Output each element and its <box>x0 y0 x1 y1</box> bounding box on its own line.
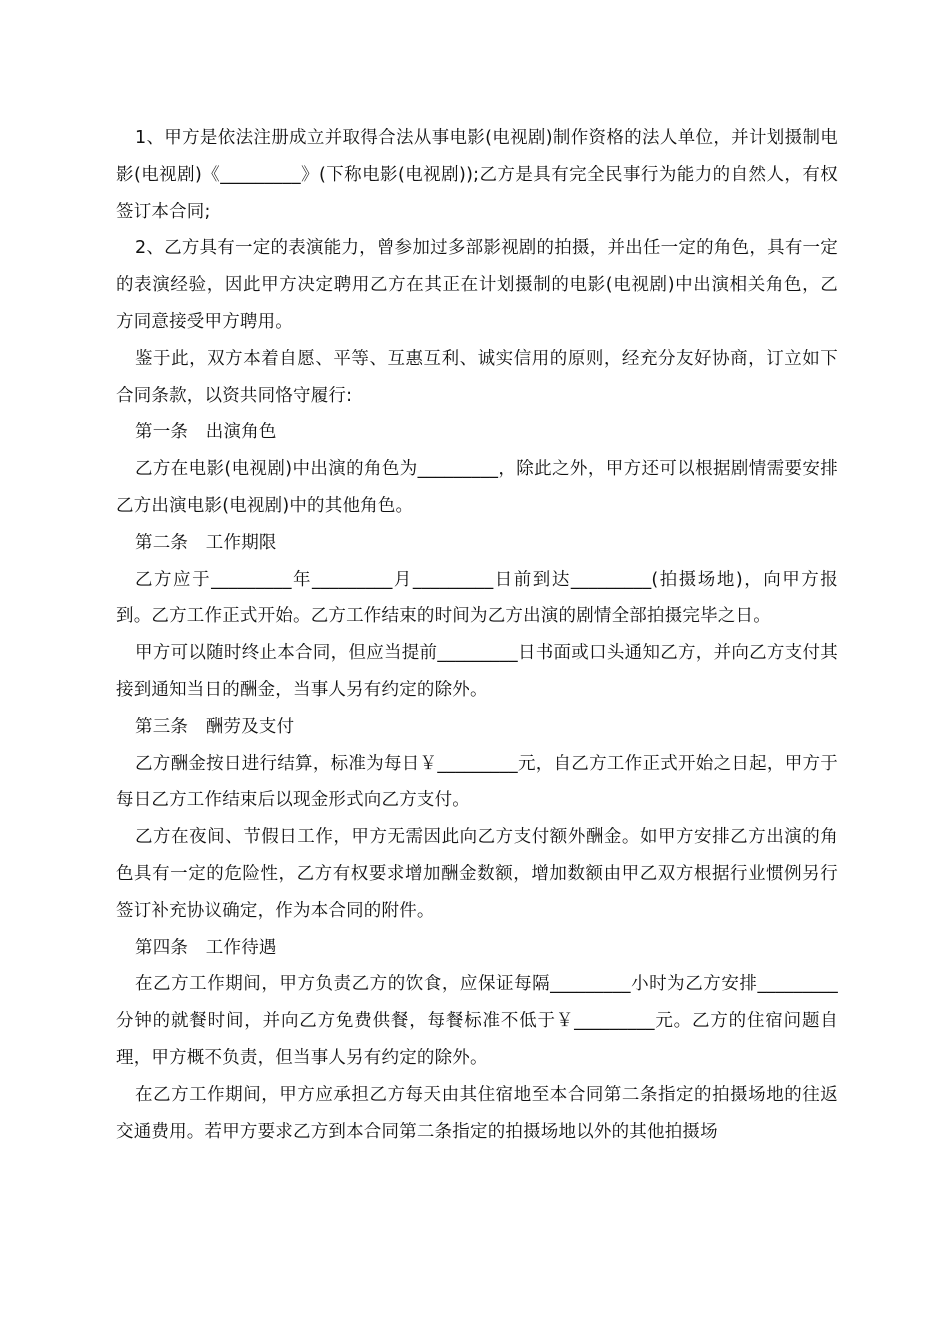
article-4-paragraph-2: 在乙方工作期间，甲方应承担乙方每天由其住宿地至本合同第二条指定的拍摄场地的往返交通费用。若甲方要求乙方到本合同第二条指定的拍摄场地以外的其他拍摄场 <box>116 1084 838 1142</box>
article-2-heading: 第二条 工作期限 <box>135 532 277 553</box>
article-2-paragraph-1: 乙方应于_________年_________月_________日前到达_________(拍摄场地)，向甲方报到。乙方工作正式开始。乙方工作结束的时间为乙方出演的剧情全部拍摄完毕之日。 <box>116 569 838 627</box>
article-1-paragraph: 乙方在电影(电视剧)中出演的角色为_________，除此之外，甲方还可以根据剧情需要安排乙方出演电影(电视剧)中的其他角色。 <box>116 459 838 516</box>
article-3-paragraph-1: 乙方酬金按日进行结算，标准为每日￥_________元，自乙方工作正式开始之日起，甲方于每日乙方工作结束后以现金形式向乙方支付。 <box>116 753 838 811</box>
preamble-paragraph: 鉴于此，双方本着自愿、平等、互惠互利、诚实信用的原则，经充分友好协商，订立如下合同条款，以资共同恪守履行: <box>116 348 838 406</box>
article-2-paragraph-2: 甲方可以随时终止本合同，但应当提前_________日书面或口头通知乙方，并向乙方支付其接到通知当日的酬金，当事人另有约定的除外。 <box>116 643 838 700</box>
article-3-heading: 第三条 酬劳及支付 <box>135 716 295 737</box>
recital-paragraph-2: 2、乙方具有一定的表演能力，曾参加过多部影视剧的拍摄，并出任一定的角色，具有一定的表演经验，因此甲方决定聘用乙方在其正在计划摄制的电影(电视剧)中出演相关角色，乙方同意接受甲方聘用。 <box>116 238 838 332</box>
article-4-heading: 第四条 工作待遇 <box>135 937 277 958</box>
contract-body <box>116 120 838 1150</box>
article-1-heading: 第一条 出演角色 <box>135 422 277 443</box>
article-4-paragraph-1: 在乙方工作期间，甲方负责乙方的饮食，应保证每隔_________小时为乙方安排_________分钟的就餐时间，并向乙方免费供餐，每餐标准不低于￥_________元。乙方的住宿问题自理，甲方概不负责，但当事人另有约定的除外。 <box>116 974 838 1068</box>
recital-paragraph-1: 1、甲方是依法注册成立并取得合法从事电影(电视剧)制作资格的法人单位，并计划摄制电影(电视剧)《_________》(下称电影(电视剧));乙方是具有完全民事行为能力的自然人，有权签订本合同; <box>116 128 838 222</box>
article-3-paragraph-2: 乙方在夜间、节假日工作，甲方无需因此向乙方支付额外酬金。如甲方安排乙方出演的角色具有一定的危险性，乙方有权要求增加酬金数额，增加数额由甲乙双方根据行业惯例另行签订补充协议确定，作为本合同的附件。 <box>116 827 838 921</box>
